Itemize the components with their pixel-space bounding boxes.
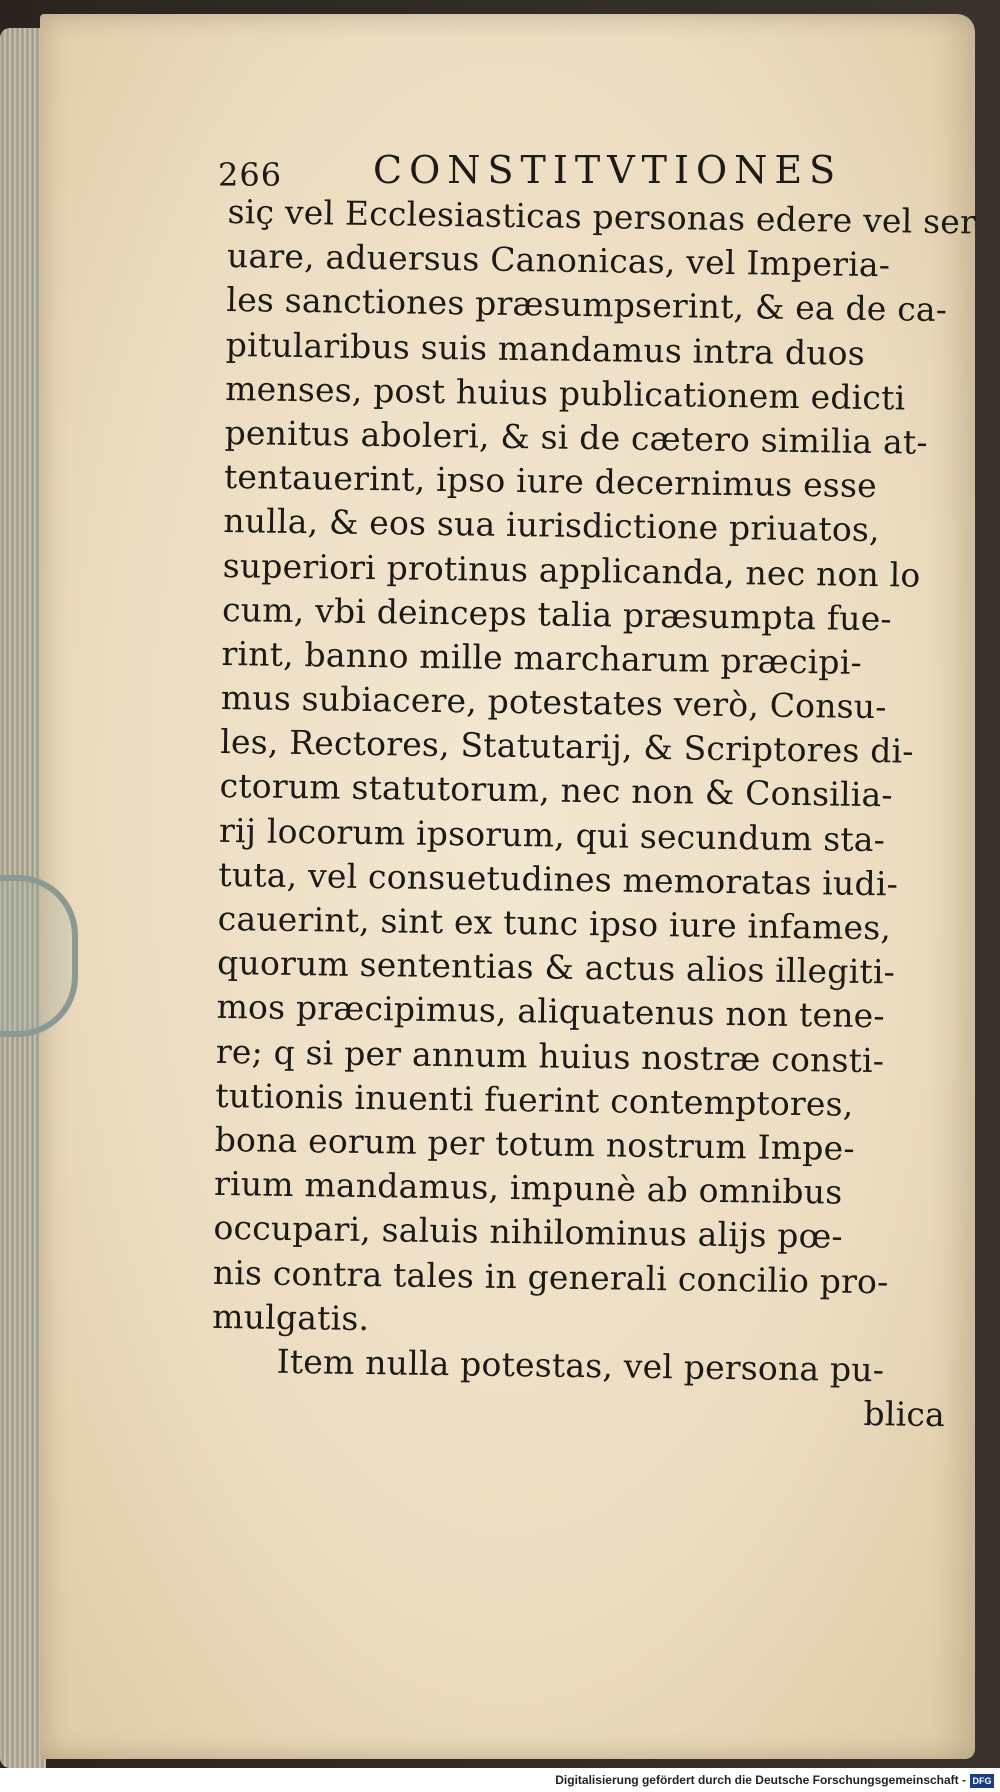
text-line: quorum sententias & actus alios illegiti- — [216, 943, 896, 992]
text-line: les, Rectores, Statutarij, & Scriptores di- — [220, 722, 914, 771]
text-line: tuta, vel consuetudines memoratas iudi- — [218, 854, 899, 904]
text-line: mos præcipimus, aliquatenus non tene- — [216, 987, 886, 1036]
text-line: mus subiacere, potestates verò, Consu- — [220, 678, 887, 727]
page-number: 266 — [218, 156, 283, 194]
text-line: tutionis inuenti fuerint contemptores, — [215, 1075, 854, 1124]
text-line: siç vel Ecclesiasticas personas edere vel ser — [227, 191, 977, 242]
text-line: rint, banno mille marcharum præcipi- — [221, 633, 863, 682]
text-line: re; q si per annum huius nostræ consti- — [215, 1031, 885, 1080]
text-line: superiori protinus applicanda, nec non lo — [222, 545, 921, 595]
text-line: bona eorum per totum nostrum Impe- — [214, 1119, 855, 1168]
text-line: rij locorum ipsorum, qui secundum sta- — [218, 810, 886, 859]
text-line: ctorum statutorum, nec non & Consilia- — [219, 766, 894, 815]
catchword: blica — [863, 1394, 946, 1435]
text-line: penitus aboleri, & si de cætero similia at- — [224, 412, 928, 462]
text-line: tentauerint, ipso iure decernimus esse — [223, 457, 878, 506]
text-line: menses, post huius publicationem edicti — [224, 368, 906, 418]
digitization-credit: Digitalisierung gefördert durch die Deutsche Forschungsgemeinschaft - — [555, 1773, 966, 1787]
text-line: cauerint, sint ex tunc ipso iure infames, — [217, 898, 892, 948]
body-text — [211, 190, 977, 1437]
dfg-logo-icon: DFG — [970, 1774, 994, 1788]
text-line: rium mandamus, impunè ab omnibus — [213, 1164, 843, 1212]
text-line: pitularibus suis mandamus intra duos — [225, 324, 866, 373]
text-line: nulla, & eos sua iurisdictione priuatos, — [223, 501, 881, 550]
running-title: CONSTITVTIONES — [373, 148, 843, 192]
text-line: mulgatis. — [212, 1296, 370, 1338]
footer-bar — [0, 1768, 1000, 1792]
text-line: les sanctiones præsumpserint, & ea de ca- — [226, 280, 948, 330]
text-line: cum, vbi deinceps talia præsumpta fue- — [221, 589, 893, 638]
paragraph-start-line: Item nulla potestas, vel persona pu- — [276, 1341, 885, 1390]
text-line: nis contra tales in generali concilio pro- — [212, 1252, 889, 1301]
text-line: occupari, saluis nihilominus alijs pœ- — [213, 1208, 844, 1256]
text-line: uare, aduersus Canonicas, vel Imperia- — [226, 236, 891, 285]
